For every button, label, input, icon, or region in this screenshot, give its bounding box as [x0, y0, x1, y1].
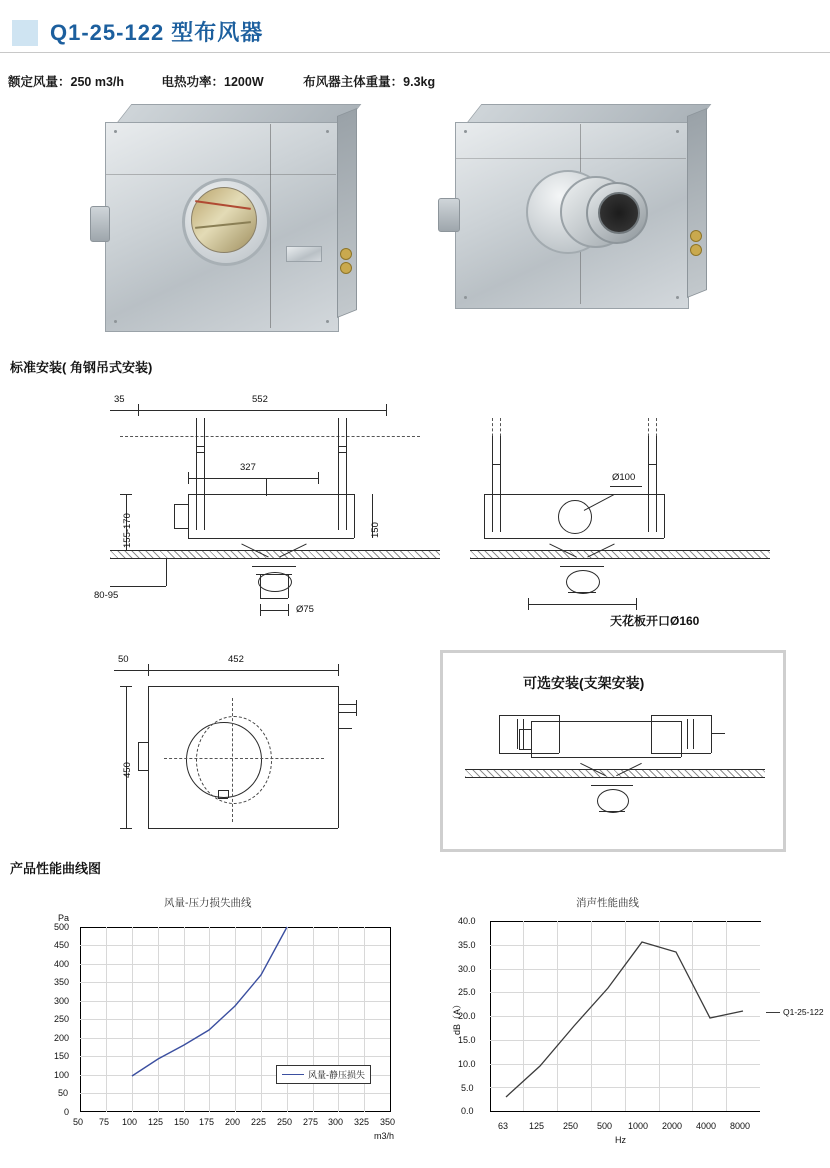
page-title: Q1-25-122 型布风器 [50, 20, 264, 45]
drawing-side-elevation [470, 390, 770, 640]
chart2-legend-swatch [766, 1012, 780, 1013]
chart1-ytick-300: 300 [54, 996, 70, 1006]
chart2-ytick-35: 35.0 [458, 940, 476, 950]
chart1-legend-swatch [282, 1074, 304, 1075]
chart1-xtick-325: 325 [354, 1117, 370, 1127]
photo-left-plate [286, 246, 322, 262]
chart2-xtick-500: 500 [597, 1121, 613, 1131]
spec-weight-value: 9.3kg [403, 75, 436, 89]
photo-right-seam-h [456, 158, 686, 159]
chart2-ytick-15: 15.0 [458, 1035, 476, 1045]
dim-50: 50 [118, 654, 129, 665]
chart1-ytick-400: 400 [54, 959, 70, 969]
chart2-ylabel: dB（A） [452, 999, 462, 1035]
chart1-xtick-300: 300 [328, 1117, 344, 1127]
chart1-xtick-250: 250 [277, 1117, 293, 1127]
chart1-xtick-100: 100 [122, 1117, 138, 1127]
chart2-xtick-125: 125 [529, 1121, 545, 1131]
chart1-ytick-200: 200 [54, 1033, 70, 1043]
dim-150: 150 [370, 522, 381, 538]
chart1-ytick-500: 500 [54, 922, 70, 932]
header-divider [0, 52, 830, 53]
chart-airflow-pressure [18, 895, 398, 1145]
chart1-xtick-350: 350 [380, 1117, 396, 1127]
photo-right-terminal-1 [690, 230, 702, 242]
spec-power-value: 1200W [224, 75, 264, 89]
chart1-ytick-50: 50 [58, 1088, 69, 1098]
spec-airflow-label: 额定风量： [8, 75, 71, 89]
chart1-xtick-50: 50 [73, 1117, 84, 1127]
chart1-ytick-100: 100 [54, 1070, 70, 1080]
chart2-xtick-1000: 1000 [628, 1121, 649, 1131]
dim-327: 327 [240, 462, 256, 473]
chart2-ytick-20: 20.0 [458, 1011, 476, 1021]
chart2-xtick-2000: 2000 [662, 1121, 683, 1131]
photo-left-heater-coil [191, 187, 257, 253]
spec-summary-row [8, 72, 828, 90]
curves-section-title: 产品性能曲线图 [10, 861, 102, 876]
chart1-legend [276, 1065, 371, 1084]
spec-weight-label: 布风器主体重量： [303, 75, 404, 89]
dim-552: 552 [252, 394, 268, 405]
chart1-series-line [18, 895, 398, 1145]
photo-left-side-duct [90, 206, 110, 242]
chart1-ytick-0: 0 [64, 1107, 70, 1117]
spec-airflow-value: 250 m3/h [70, 75, 125, 89]
chart2-xtick-63: 63 [498, 1121, 509, 1131]
header-accent-block [12, 20, 38, 46]
dim-35: 35 [114, 394, 125, 405]
photo-right-side-face [687, 108, 707, 298]
chart1-xtick-225: 225 [251, 1117, 267, 1127]
optional-install-title: 可选安装(支架安装) [523, 675, 645, 691]
chart1-ytick-450: 450 [54, 940, 70, 950]
spec-airflow [8, 72, 124, 90]
chart2-xtick-4000: 4000 [696, 1121, 717, 1131]
product-photo-left [100, 100, 370, 345]
chart2-ytick-0: 0.0 [461, 1106, 474, 1116]
dim-d75: Ø75 [296, 604, 314, 615]
spec-power-label: 电热功率： [161, 75, 225, 89]
photo-left-terminal-1 [340, 248, 352, 260]
chart1-xtick-125: 125 [148, 1117, 164, 1127]
chart1-ytick-250: 250 [54, 1014, 70, 1024]
chart2-ytick-10: 10.0 [458, 1059, 476, 1069]
photo-right-terminal-2 [690, 244, 702, 256]
chart1-xtick-200: 200 [225, 1117, 241, 1127]
photo-right-side-duct [438, 198, 460, 232]
product-photos [90, 100, 770, 350]
product-photo-right [450, 100, 720, 345]
chart2-ytick-40: 40.0 [458, 916, 476, 926]
dim-80-95: 80-95 [94, 590, 119, 601]
install-section-title: 标准安装( 角钢吊式安装) [10, 360, 153, 375]
dim-452: 452 [228, 654, 244, 665]
photo-left-seam-h [106, 174, 336, 175]
photo-left-seam [270, 124, 271, 328]
chart1-ylabel: Pa [58, 913, 70, 923]
dim-d100: Ø100 [612, 472, 636, 483]
chart1-xtick-150: 150 [174, 1117, 190, 1127]
photo-left-terminal-2 [340, 262, 352, 274]
chart2-xtick-250: 250 [563, 1121, 579, 1131]
drawing-front-elevation [94, 390, 440, 640]
chart2-xlabel: Hz [615, 1135, 626, 1145]
chart1-ytick-150: 150 [54, 1051, 70, 1061]
spec-power [162, 72, 264, 90]
chart1-ytick-350: 350 [54, 977, 70, 987]
spec-weight [303, 72, 435, 90]
photo-left-side-face [337, 108, 357, 318]
dim-155-170: 155-170 [122, 513, 133, 548]
drawing-bracket-install [465, 705, 765, 835]
chart2-legend-label: Q1-25-122 [783, 1007, 824, 1017]
chart1-title: 风量-压力损失曲线 [164, 897, 252, 909]
chart1-xlabel: m3/h [374, 1131, 395, 1141]
optional-install-panel [440, 650, 786, 852]
chart1-legend-label: 风量-静压损失 [308, 1070, 365, 1080]
chart2-ytick-30: 30.0 [458, 964, 476, 974]
chart-acoustic [430, 895, 824, 1145]
chart2-legend [766, 1007, 824, 1017]
chart2-xtick-8000: 8000 [730, 1121, 751, 1131]
chart2-ytick-5: 5.0 [461, 1083, 474, 1093]
dim-450: 450 [122, 762, 133, 778]
drawing-plan-view [100, 650, 400, 850]
chart1-xtick-175: 175 [199, 1117, 215, 1127]
chart1-xtick-275: 275 [303, 1117, 319, 1127]
chart2-title: 消声性能曲线 [576, 897, 639, 909]
chart2-ytick-25: 25.0 [458, 987, 476, 997]
page-header [0, 18, 830, 52]
photo-right-duct-opening [598, 192, 640, 234]
ceiling-opening-label: 天花板开口Ø160 [610, 614, 700, 628]
chart1-xtick-75: 75 [99, 1117, 110, 1127]
